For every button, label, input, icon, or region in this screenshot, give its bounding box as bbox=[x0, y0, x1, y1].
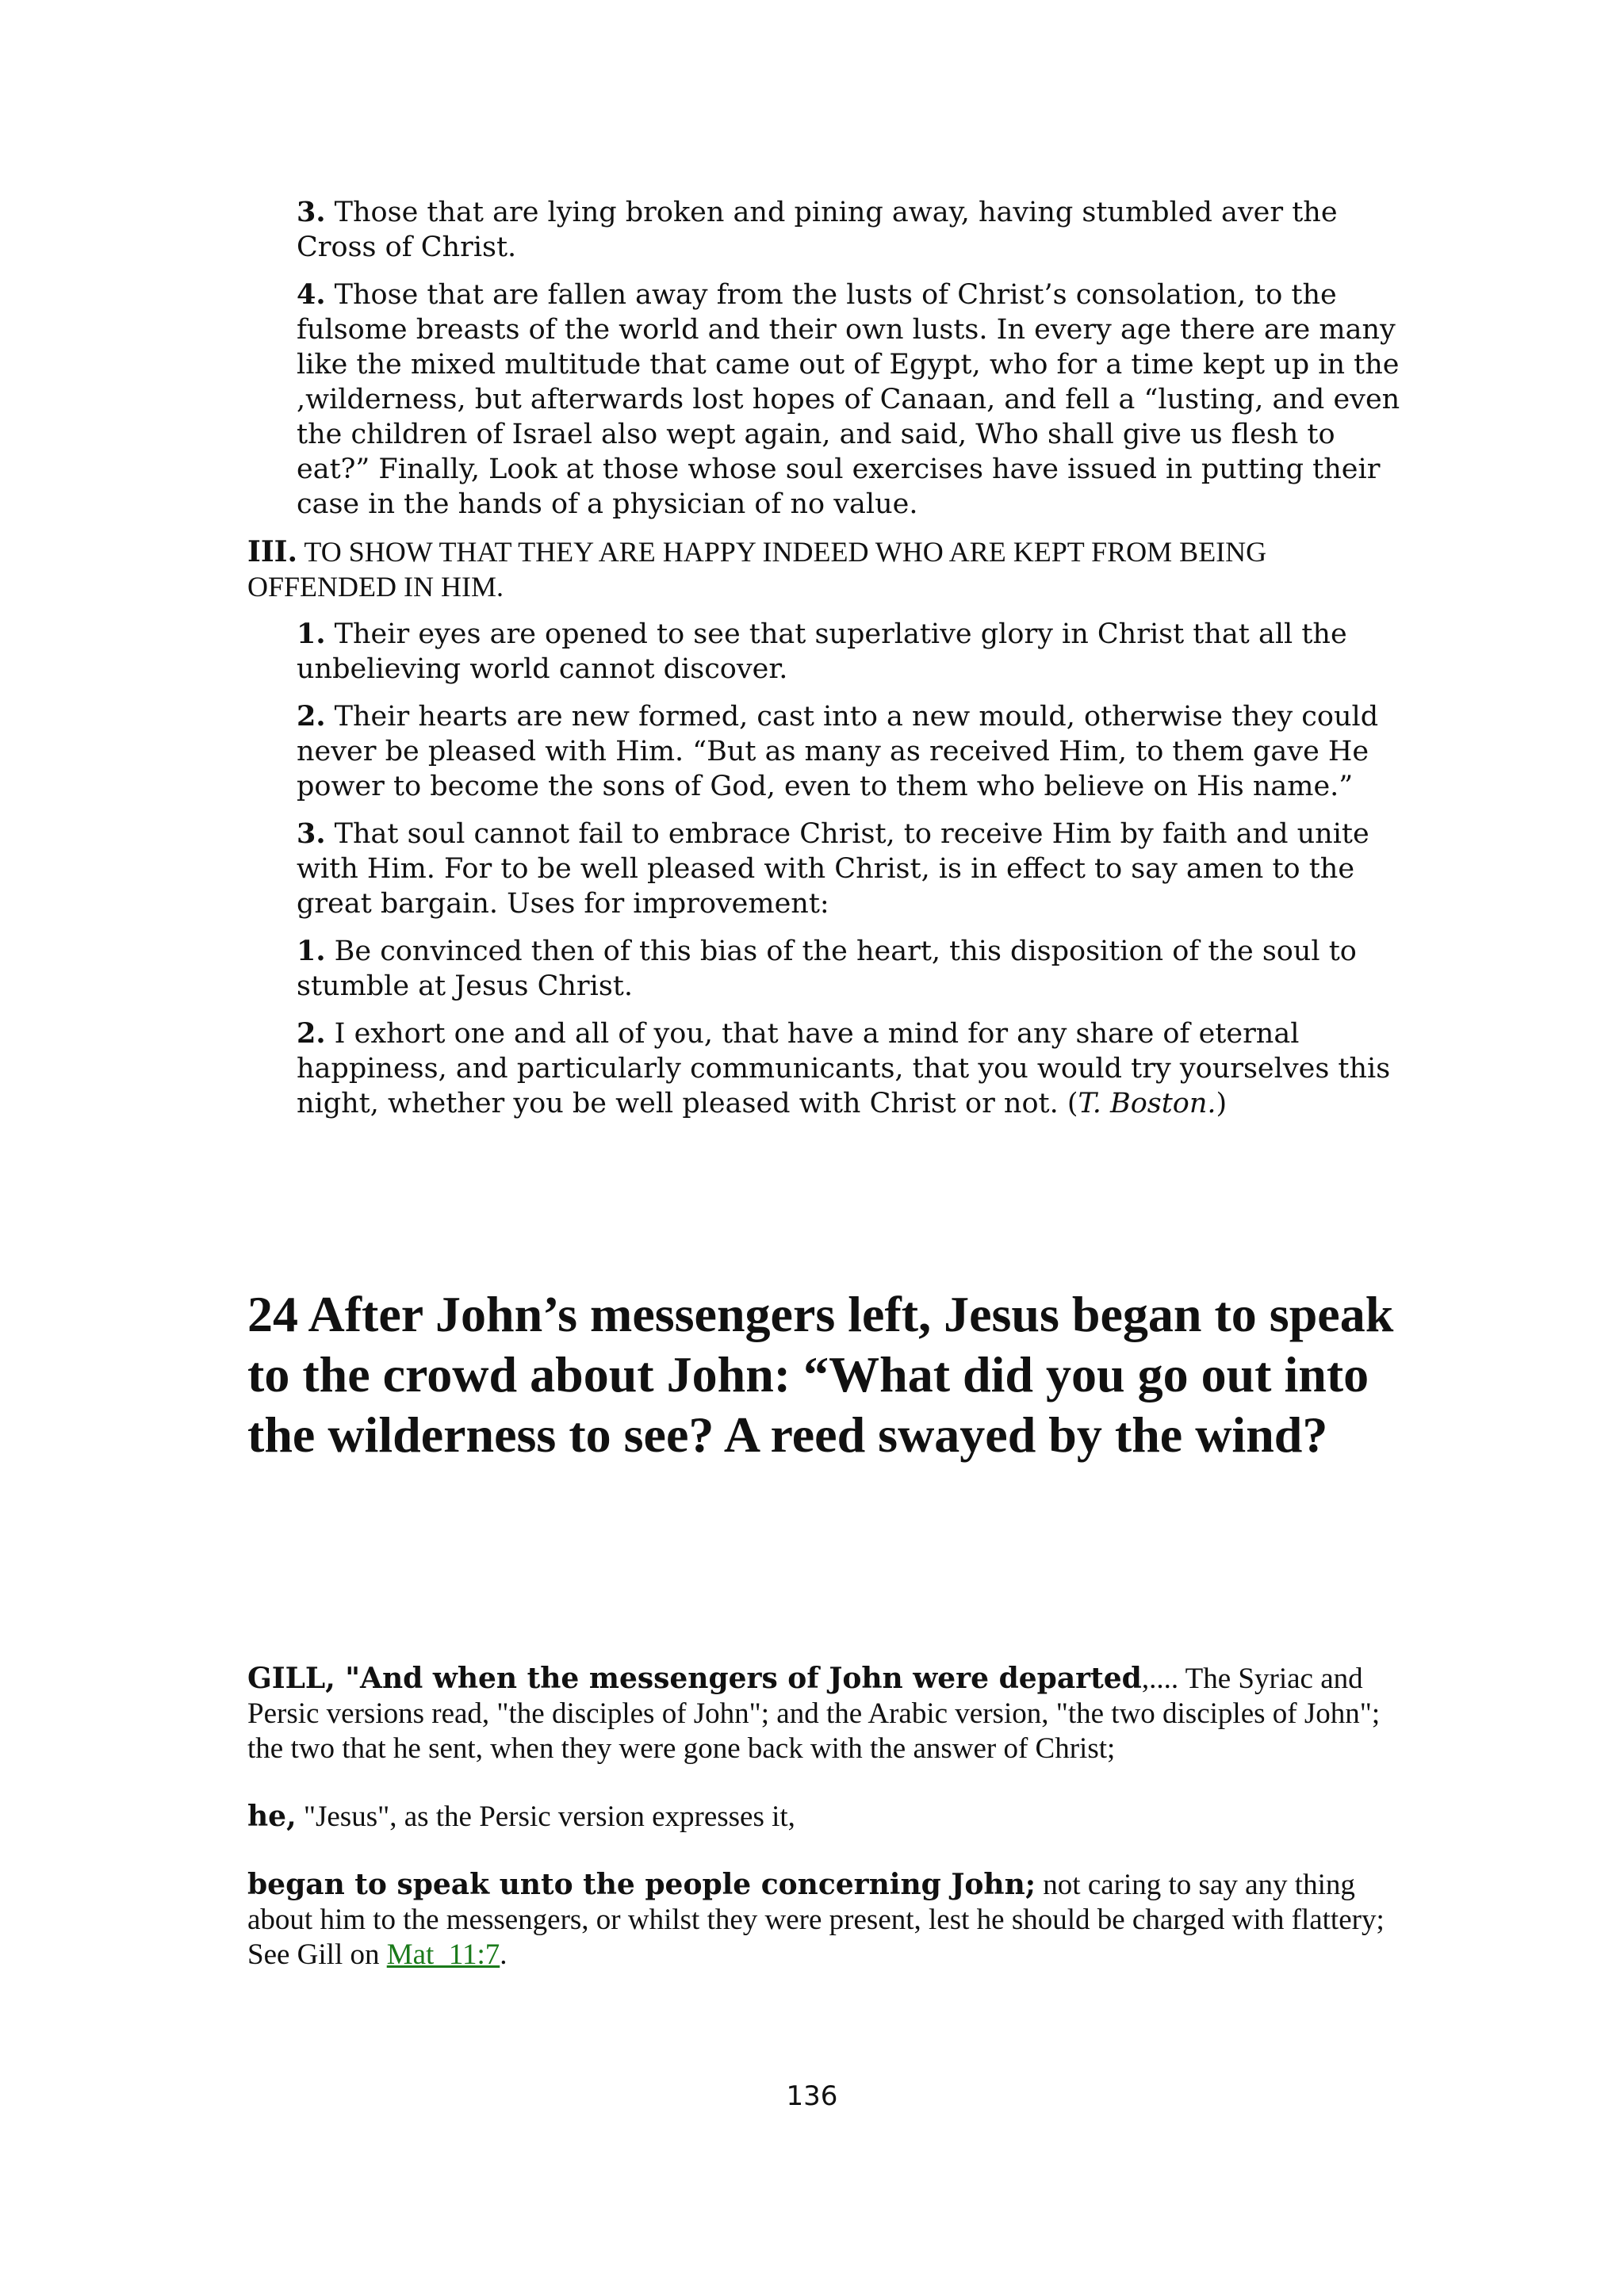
verse-heading: 24 After John’s messengers left, Jesus began to speak to the crowd about John: “What did you go out into the wilderness to see? A reed swayed by the wind? bbox=[247, 1286, 1394, 1463]
use-1-be-convinced: 1. Be convinced then of this bias of the heart, this disposition of the soul to stumble at Jesus Christ. bbox=[297, 935, 1357, 1002]
upper-content bbox=[247, 195, 1405, 1134]
point-1-eyes-opened: 1. Their eyes are opened to see that superlative glory in Christ that all the unbelieving world cannot discover. bbox=[297, 618, 1347, 685]
author-citation: T. Boston. bbox=[1078, 1088, 1216, 1119]
commentary-paragraph-3: began to speak unto the people concerning John; not caring to say any thing about him to the messengers, or whilst they were present, lest he should be charged with flattery; See Gill on Mat_11:7. bbox=[247, 1868, 1385, 1971]
commentary-paragraph-1: GILL, "And when the messengers of John were departed,.... The Syriac and Persic versions read, "the disciples of John"; and the Arabic version, "the two disciples of John"; the two that he sent, when they were gone back with the answer of Christ; bbox=[247, 1662, 1381, 1765]
points-group-2 bbox=[297, 617, 1405, 1121]
point-3-embrace-christ: 3. That soul cannot fail to embrace Christ, to receive Him by faith and unite with Him. For to be well pleased with Christ, is in effect to say amen to the great bargain. Uses for improvement: bbox=[297, 817, 1369, 920]
scripture-link-mat-11-7[interactable]: Mat_11:7 bbox=[386, 1938, 500, 1971]
point-4-fallen-away: 4. Those that are fallen away from the lusts of Christ’s consolation, to the fulsome breasts of the world and their own lusts. In every age there are many like the mixed multitude that came out of Egypt, who for a time kept up in the ,wilderness, but afterwards lost hopes of Canaan, and fell a “lusting, and even the children of Israel also wept again, and said, Who shall give us flesh to eat?” Finally, Look at those whose soul exercises have issued in putting their case in the hands of a physician of no value. bbox=[297, 278, 1400, 520]
points-group-1 bbox=[297, 195, 1405, 522]
section-heading-iii: III. TO SHOW THAT THEY ARE HAPPY INDEED WHO ARE KEPT FROM BEING OFFENDED IN HIM. bbox=[247, 535, 1267, 603]
point-2-hearts-new: 2. Their hearts are new formed, cast into a new mould, otherwise they could never be pleased with Him. “But as many as received Him, to them gave He power to become the sons of God, even to them who believe on His name.” bbox=[297, 700, 1379, 802]
use-2-exhort: 2. I exhort one and all of you, that have a mind for any share of eternal happiness, and particularly communicants, that you would try yourselves this night, whether you be well pleased with Christ or not. (T. Boston.) bbox=[297, 1017, 1391, 1119]
point-3-stumbled: 3. Those that are lying broken and pining away, having stumbled aver the Cross of Christ. bbox=[297, 196, 1338, 263]
commentary-paragraph-2: he, "Jesus", as the Persic version expresses it, bbox=[247, 1800, 795, 1833]
page-number: 136 bbox=[786, 2080, 838, 2112]
gill-commentary bbox=[247, 1661, 1405, 2005]
